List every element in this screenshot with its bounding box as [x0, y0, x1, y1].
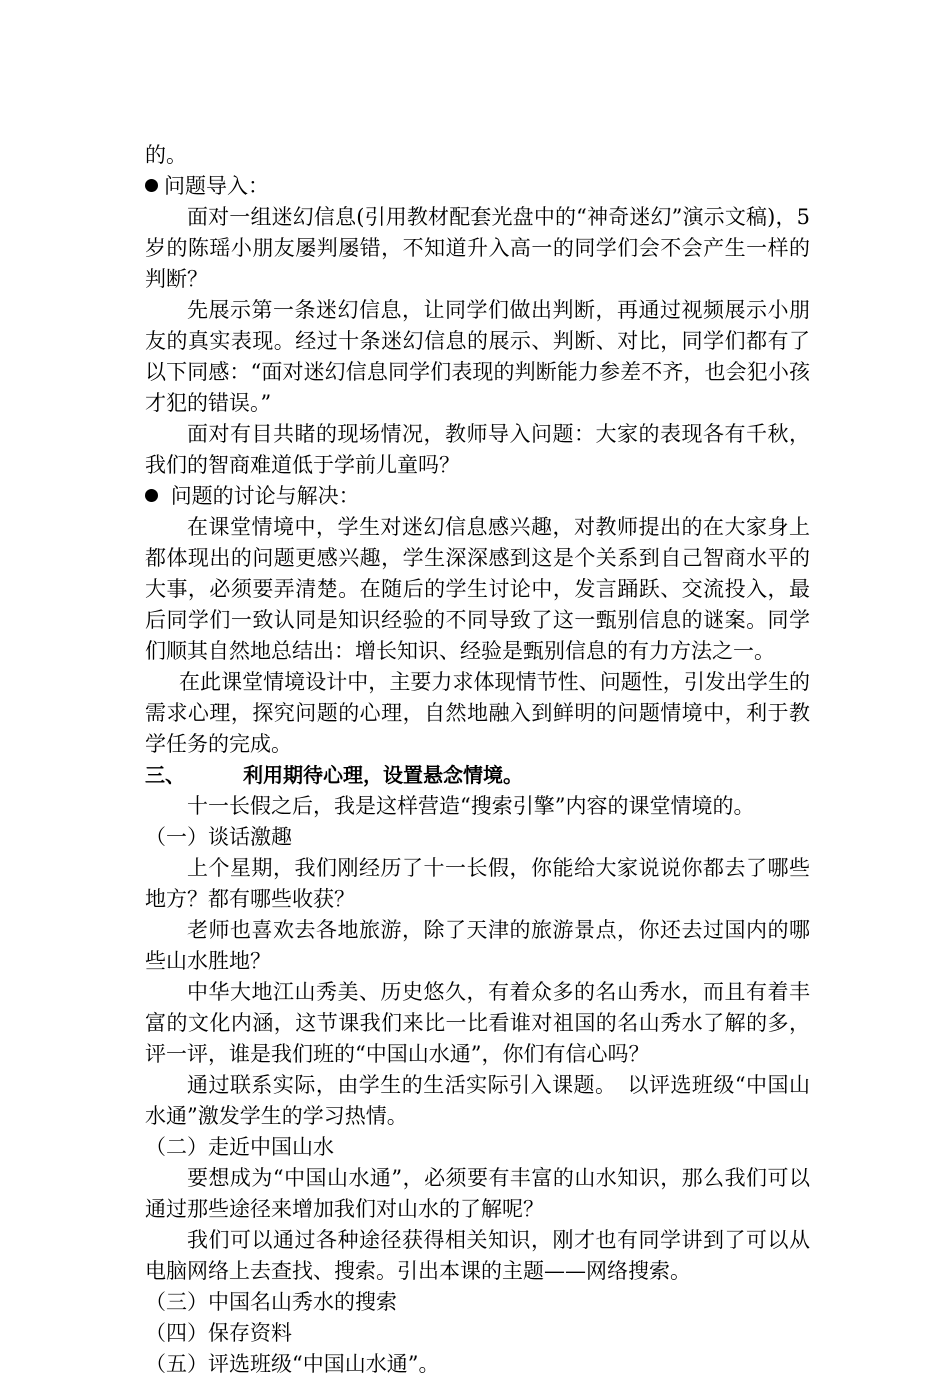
document-body [145, 140, 810, 1380]
sub-heading: （三）中国名山秀水的搜索 [145, 1290, 397, 1314]
paragraph: 中华大地江山秀美、历史悠久，有着众多的名山秀水，而且有着丰富的文化内涵，这节课我们来比一比看谁对祖国的名山秀水了解的多，评一评，谁是我们班的“中国山水通”，你们有信心吗？ [145, 980, 810, 1066]
paragraph: 上个星期，我们刚经历了十一长假，你能给大家说说你都去了哪些地方？都有哪些收获？ [145, 856, 810, 911]
bullet-item-question-intro [145, 171, 810, 202]
paragraph: 在课堂情境中，学生对迷幻信息感兴趣，对教师提出的在大家身上都体现出的问题更感兴趣，学生深深感到这是个关系到自己智商水平的大事，必须要弄清楚。在随后的学生讨论中，发言踊跃、交流投入，最后同学们一致认同是知识经验的不同导致了这一甄别信息的谜案。同学们顺其自然地总结出：增长知识、经验是甄别信息的有力方法之一。 [145, 515, 810, 663]
bullet-item-discussion [145, 481, 810, 512]
sub-heading: （二）走近中国山水 [145, 1135, 334, 1159]
paragraph: 我们可以通过各种途径获得相关知识，刚才也有同学讲到了可以从电脑网络上去查找、搜索。引出本课的主题——网络搜索。 [145, 1228, 810, 1283]
section-title: 利用期待心理，设置悬念情境。 [243, 763, 523, 787]
paragraph: 在此课堂情境设计中，主要力求体现情节性、问题性，引发出学生的需求心理，探究问题的心理，自然地融入到鲜明的问题情境中，利于教学任务的完成。 [145, 670, 810, 756]
paragraph: 面对有目共睹的现场情况，教师导入问题：大家的表现各有千秋，我们的智商难道低于学前儿童吗？ [145, 422, 810, 477]
paragraph: 面对一组迷幻信息(引用教材配套光盘中的“神奇迷幻”演示文稿)，5岁的陈瑶小朋友屡判屡错，不知道升入高一的同学们会不会产生一样的判断？ [145, 205, 810, 291]
paragraph: 老师也喜欢去各地旅游，除了天津的旅游景点，你还去过国内的哪些山水胜地？ [145, 918, 810, 973]
paragraph: 要想成为“中国山水通”，必须要有丰富的山水知识，那么我们可以通过那些途径来增加我们对山水的了解呢？ [145, 1166, 810, 1221]
section-number: 三、 [145, 763, 185, 787]
section-heading [145, 760, 810, 791]
bullet-icon [145, 179, 158, 192]
bullet-label: 问题的讨论与解决： [170, 484, 360, 508]
paragraph-continuation: 的。 [145, 143, 187, 167]
bullet-icon [145, 489, 158, 502]
paragraph: 十一长假之后，我是这样营造“搜索引擎”内容的课堂情境的。 [187, 794, 755, 818]
paragraph: 先展示第一条迷幻信息，让同学们做出判断，再通过视频展示小朋友的真实表现。经过十条迷幻信息的展示、判断、对比，同学们都有了以下同感：“面对迷幻信息同学们表现的判断能力参差不齐，也会犯小孩才犯的错误。” [145, 298, 810, 415]
paragraph: 通过联系实际，由学生的生活实际引入课题。 以评选班级“中国山水通”激发学生的学习热情。 [145, 1073, 810, 1128]
sub-heading: （五）评选班级“中国山水通”。 [145, 1352, 440, 1376]
sub-heading: （四）保存资料 [145, 1321, 292, 1345]
sub-heading: （一）谈话激趣 [145, 825, 292, 849]
bullet-label: 问题导入： [164, 174, 269, 198]
